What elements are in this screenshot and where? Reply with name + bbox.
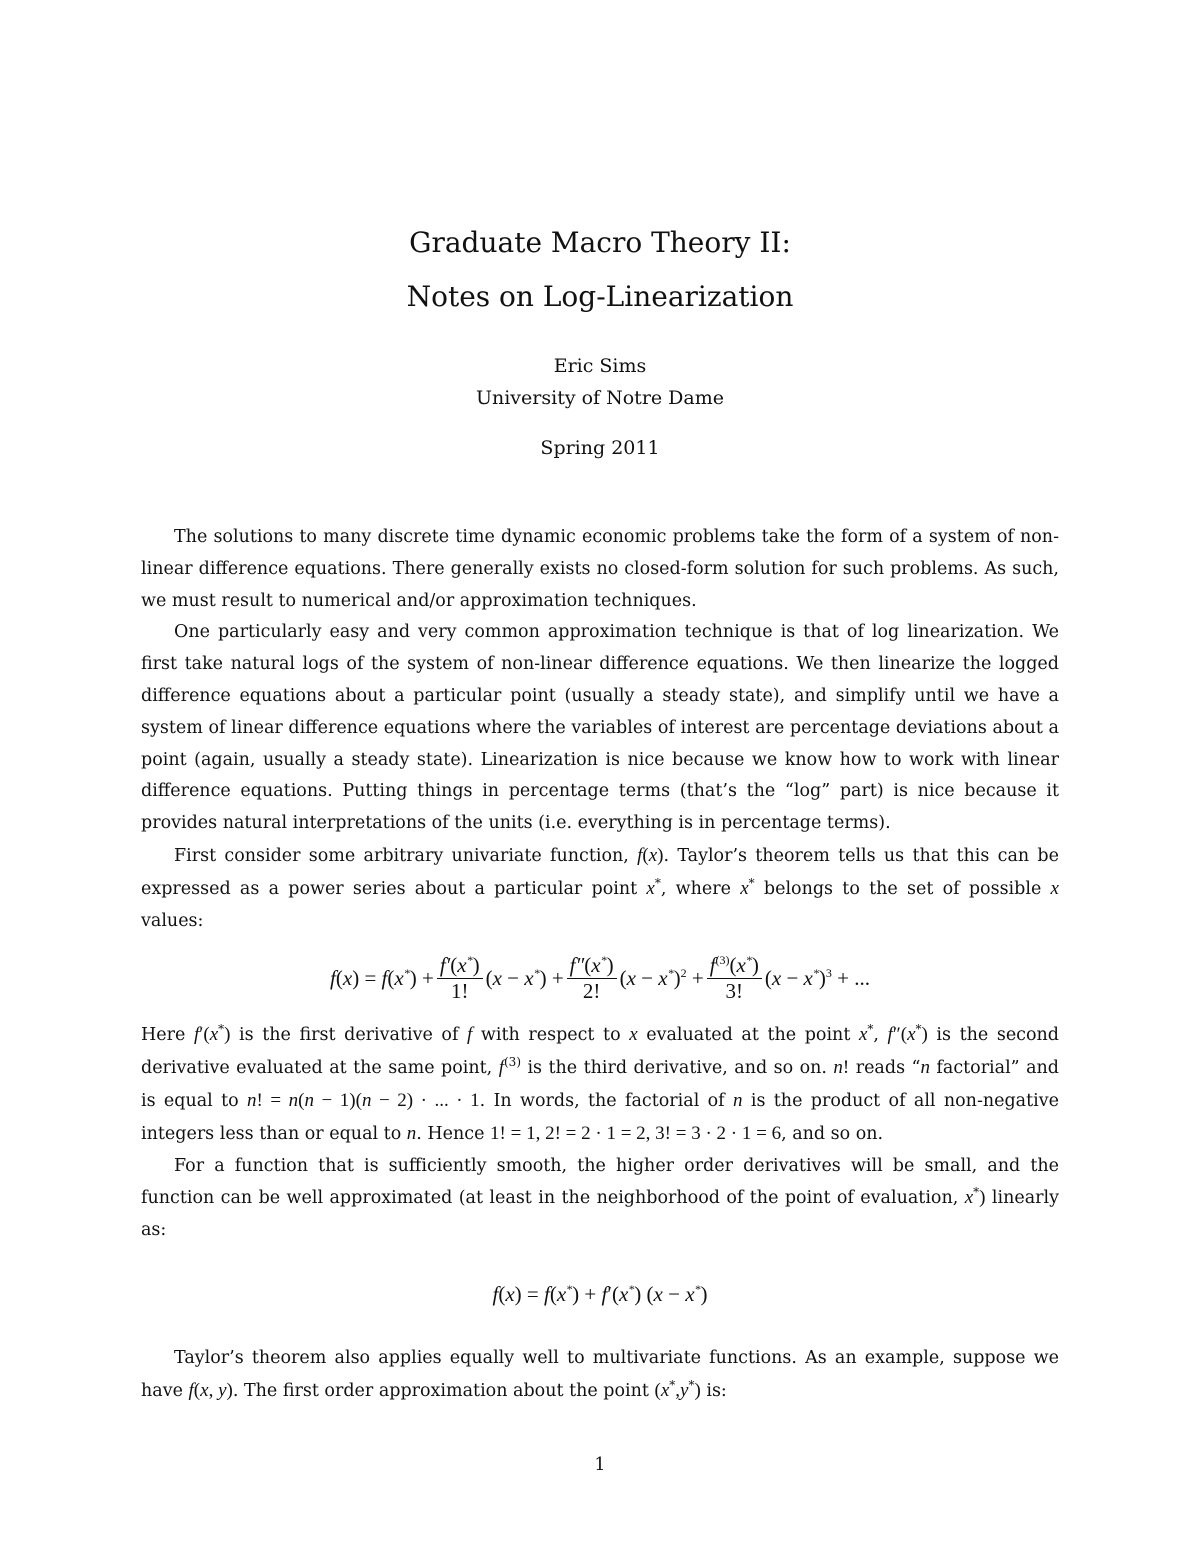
body-text — [141, 522, 1059, 1408]
date: Spring 2011 — [540, 437, 660, 459]
taylor-series-equation: f(x) = f(x*) + $\frac{f'(x^*)}{1!}$ (x − x*) + $\frac{f''(x^*)}{2!}$ $(x - x^*)^2$ + $\frac{f^{(3)}(x^*)}{3!}$ $(x - x^*)^3$ + ... — [330, 952, 870, 1003]
page-number: 1 — [594, 1455, 606, 1475]
paragraph-1: The solutions to many discrete time dynamic economic problems take the form of a system of non-linear difference equations. There generally exists no closed-form solution for such problems. As such, we must result to numerical and/or approximation techniques. — [141, 527, 1059, 611]
title-line-1: Graduate Macro Theory II: — [409, 226, 791, 259]
paragraph-6: Taylor’s theorem also applies equally well to multivariate functions. As an example, suppose we have f(x, y). The first order approximation about the point (x*,y*) is: — [141, 1347, 1059, 1401]
paragraph-4: Here f′(x*) is the first derivative of f with respect to x evaluated at the point x*, f″(x*) is the second derivative evaluated at the same point, $f^{(3)}$ is the third derivative, and so on. n! reads “n factorial” and is equal to n! = n(n − 1)(n − 2) · ... · 1. In words, the factorial of n is the product of all non-negative integers less than or equal to n. Hence 1! = 1, 2! = 2 · 1 = 2, 3! = 3 · 2 · 1 = 6, and so on. — [141, 1022, 1059, 1144]
affiliation: University of Notre Dame — [475, 387, 725, 409]
title-line-2: Notes on Log-Linearization — [406, 280, 794, 313]
linear-approximation-equation: f(x) = f(x*) + f′(x*) (x − x*) — [492, 1282, 708, 1307]
author: Eric Sims — [553, 355, 647, 377]
paragraph-2: One particularly easy and very common approximation technique is that of log linearization. We first take natural logs of the system of non-linear difference equations. We then linearize the logged difference equations about a particular point (usually a steady state), and simplify until we have a system of linear difference equations where the variables of interest are percentage deviations about a point (again, usually a steady state). Linearization is nice because we know how to work with linear difference equations. Putting things in percentage terms (that’s the “log” part) is nice because it provides natural interpretations of the units (i.e. everything is in percentage terms). — [141, 622, 1059, 834]
paragraph-3: First consider some arbitrary univariate function, f(x). Taylor’s theorem tells us that this can be expressed as a power series about a particular point x*, where x* belongs to the set of possible x values: — [141, 844, 1059, 931]
paragraph-5: For a function that is sufficiently smooth, the higher order derivatives will be small, and the function can be well approximated (at least in the neighborhood of the point of evaluation, x*) linearly as: — [141, 1155, 1059, 1241]
